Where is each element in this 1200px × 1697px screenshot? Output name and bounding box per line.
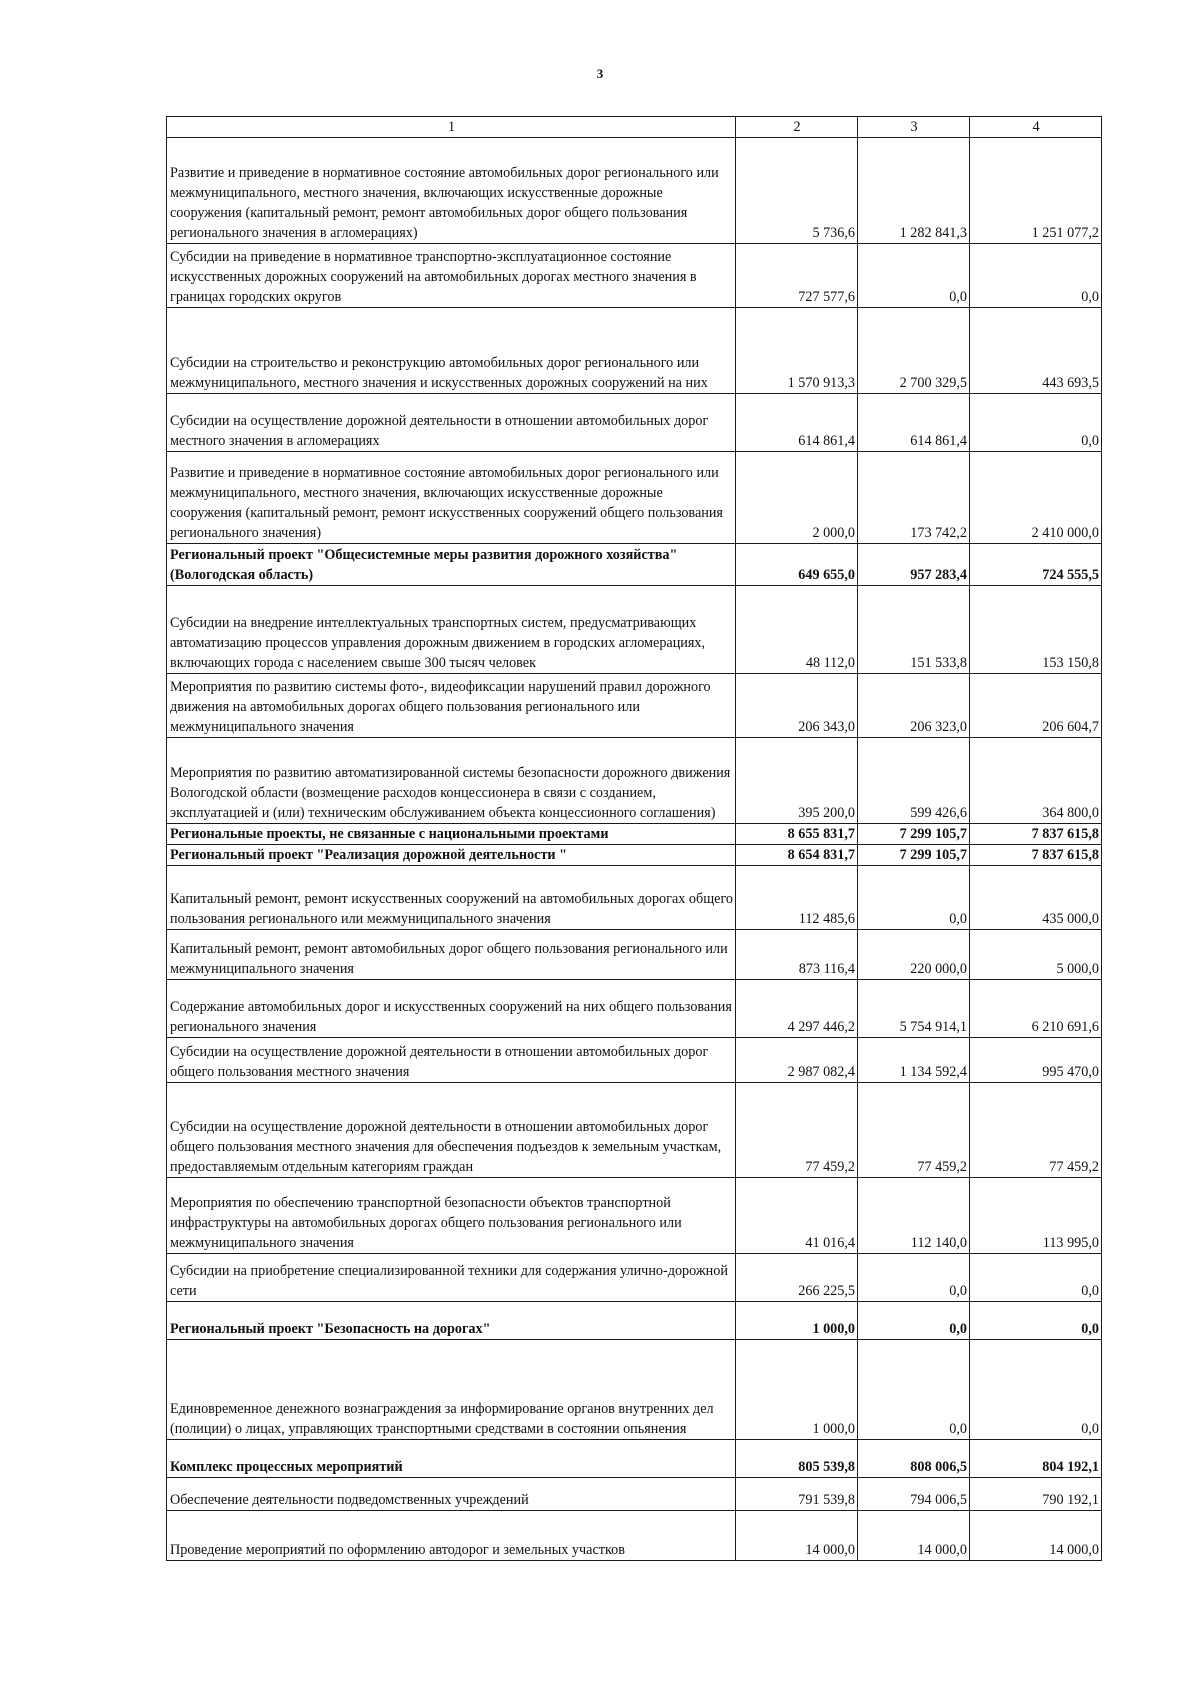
row-value-col-4: 2 410 000,0 [970,452,1102,544]
row-description: Региональный проект "Реализация дорожной деятельности " [167,845,736,866]
header-row [167,117,1102,138]
row-description: Обеспечение деятельности подведомственных учреждений [167,1478,736,1511]
table-row [167,845,1102,866]
row-value-col-4: 0,0 [970,394,1102,452]
row-value-col-2: 4 297 446,2 [736,980,858,1038]
table-row [167,674,1102,738]
row-value-col-4: 7 837 615,8 [970,824,1102,845]
table-row [167,980,1102,1038]
table-row [167,1440,1102,1478]
row-description: Субсидии на приобретение специализированной техники для содержания улично-дорожной сети [167,1254,736,1302]
row-value-col-3: 599 426,6 [858,738,970,824]
table-row [167,138,1102,244]
row-value-col-3: 112 140,0 [858,1178,970,1254]
row-value-col-4: 7 837 615,8 [970,845,1102,866]
table-row [167,1302,1102,1340]
row-value-col-2: 5 736,6 [736,138,858,244]
table-row [167,1478,1102,1511]
row-description: Содержание автомобильных дорог и искусственных сооружений на них общего пользования регионального значения [167,980,736,1038]
table-row [167,452,1102,544]
row-value-col-4: 364 800,0 [970,738,1102,824]
row-description: Субсидии на строительство и реконструкцию автомобильных дорог регионального или межмуниципального, местного значения и искусственных дорожных сооружений на них [167,308,736,394]
row-description: Капитальный ремонт, ремонт искусственных сооружений на автомобильных дорогах общего пользования регионального или межмуниципального значения [167,866,736,930]
row-value-col-4: 153 150,8 [970,586,1102,674]
row-description: Развитие и приведение в нормативное состояние автомобильных дорог регионального или межмуниципального, местного значения, включающих искусственные дорожные сооружения (капитальный ремонт, ремонт искусственных сооружений общего пользования регионального значения) [167,452,736,544]
header-col-4: 4 [970,117,1102,138]
row-value-col-4: 0,0 [970,244,1102,308]
row-value-col-3: 0,0 [858,244,970,308]
row-description: Единовременное денежного вознаграждения за информирование органов внутренних дел (полиции) о лицах, управляющих транспортными средствами в состоянии опьянения [167,1340,736,1440]
table-row [167,866,1102,930]
row-value-col-3: 794 006,5 [858,1478,970,1511]
row-value-col-3: 151 533,8 [858,586,970,674]
row-value-col-4: 14 000,0 [970,1511,1102,1561]
row-value-col-2: 873 116,4 [736,930,858,980]
row-value-col-4: 724 555,5 [970,544,1102,586]
table-row [167,930,1102,980]
row-description: Мероприятия по обеспечению транспортной безопасности объектов транспортной инфраструктуры на автомобильных дорогах общего пользования регионального или межмуниципального значения [167,1178,736,1254]
row-value-col-3: 1 134 592,4 [858,1038,970,1083]
row-value-col-2: 1 000,0 [736,1340,858,1440]
row-value-col-2: 48 112,0 [736,586,858,674]
page-number: 3 [596,66,604,81]
table-row [167,394,1102,452]
row-value-col-4: 77 459,2 [970,1083,1102,1178]
table-row [167,1178,1102,1254]
table-row [167,1511,1102,1561]
row-description: Субсидии на приведение в нормативное транспортно-эксплуатационное состояние искусственных дорожных сооружений на автомобильных дорогах местного значения в границах городских округов [167,244,736,308]
row-value-col-2: 395 200,0 [736,738,858,824]
row-description: Капитальный ремонт, ремонт автомобильных дорог общего пользования регионального или межмуниципального значения [167,930,736,980]
table-row [167,1083,1102,1178]
header-col-3: 3 [858,117,970,138]
row-value-col-4: 113 995,0 [970,1178,1102,1254]
table-row [167,1254,1102,1302]
row-value-col-2: 206 343,0 [736,674,858,738]
row-value-col-2: 41 016,4 [736,1178,858,1254]
table-row [167,1038,1102,1083]
row-value-col-2: 266 225,5 [736,1254,858,1302]
row-value-col-2: 77 459,2 [736,1083,858,1178]
row-value-col-4: 804 192,1 [970,1440,1102,1478]
table-body [167,138,1102,1561]
row-description: Субсидии на осуществление дорожной деятельности в отношении автомобильных дорог общего пользования местного значения для обеспечения подъездов к земельным участкам, предоставляемым отдельным категориям граждан [167,1083,736,1178]
row-description: Региональные проекты, не связанные с национальными проектами [167,824,736,845]
row-description: Мероприятия по развитию автоматизированной системы безопасности дорожного движения Вологодской области (возмещение расходов концессионера в связи с созданием, эксплуатацией и (или) техническим обслуживанием объекта концессионного соглашения) [167,738,736,824]
row-value-col-2: 8 654 831,7 [736,845,858,866]
row-value-col-2: 1 570 913,3 [736,308,858,394]
row-value-col-4: 0,0 [970,1302,1102,1340]
row-value-col-3: 220 000,0 [858,930,970,980]
row-value-col-2: 2 000,0 [736,452,858,544]
row-value-col-3: 5 754 914,1 [858,980,970,1038]
row-description: Субсидии на внедрение интеллектуальных транспортных систем, предусматривающих автоматизацию процессов управления дорожным движением в городских агломерациях, включающих города с населением свыше 300 тысяч человек [167,586,736,674]
row-description: Субсидии на осуществление дорожной деятельности в отношении автомобильных дорог местного значения в агломерациях [167,394,736,452]
row-value-col-4: 995 470,0 [970,1038,1102,1083]
table-row [167,586,1102,674]
row-value-col-3: 206 323,0 [858,674,970,738]
row-value-col-4: 0,0 [970,1340,1102,1440]
budget-table [166,116,1102,1561]
row-description: Комплекс процессных мероприятий [167,1440,736,1478]
table-header [167,117,1102,138]
row-value-col-4: 5 000,0 [970,930,1102,980]
row-value-col-3: 2 700 329,5 [858,308,970,394]
row-value-col-2: 614 861,4 [736,394,858,452]
row-value-col-3: 7 299 105,7 [858,845,970,866]
row-value-col-4: 1 251 077,2 [970,138,1102,244]
table-row [167,824,1102,845]
row-value-col-2: 727 577,6 [736,244,858,308]
table-row [167,308,1102,394]
row-value-col-4: 790 192,1 [970,1478,1102,1511]
row-value-col-4: 443 693,5 [970,308,1102,394]
row-value-col-3: 808 006,5 [858,1440,970,1478]
row-value-col-3: 77 459,2 [858,1083,970,1178]
table-row [167,738,1102,824]
row-value-col-3: 173 742,2 [858,452,970,544]
row-value-col-2: 2 987 082,4 [736,1038,858,1083]
row-value-col-3: 957 283,4 [858,544,970,586]
row-value-col-2: 14 000,0 [736,1511,858,1561]
row-description: Субсидии на осуществление дорожной деятельности в отношении автомобильных дорог общего пользования местного значения [167,1038,736,1083]
row-value-col-2: 649 655,0 [736,544,858,586]
row-description: Региональный проект "Общесистемные меры развития дорожного хозяйства" (Вологодская область) [167,544,736,586]
row-value-col-3: 614 861,4 [858,394,970,452]
row-value-col-2: 1 000,0 [736,1302,858,1340]
row-value-col-3: 14 000,0 [858,1511,970,1561]
row-value-col-4: 435 000,0 [970,866,1102,930]
table-row [167,1340,1102,1440]
row-value-col-2: 112 485,6 [736,866,858,930]
row-value-col-4: 206 604,7 [970,674,1102,738]
row-description: Мероприятия по развитию системы фото-, видеофиксации нарушений правил дорожного движения на автомобильных дорогах общего пользования регионального или межмуниципального значения [167,674,736,738]
row-description: Развитие и приведение в нормативное состояние автомобильных дорог регионального или межмуниципального, местного значения, включающих искусственные дорожные сооружения (капитальный ремонт, ремонт автомобильных дорог общего пользования регионального значения в агломерациях) [167,138,736,244]
row-value-col-3: 0,0 [858,1302,970,1340]
row-value-col-3: 0,0 [858,866,970,930]
row-value-col-4: 6 210 691,6 [970,980,1102,1038]
row-value-col-3: 1 282 841,3 [858,138,970,244]
row-value-col-4: 0,0 [970,1254,1102,1302]
row-value-col-3: 7 299 105,7 [858,824,970,845]
row-value-col-2: 8 655 831,7 [736,824,858,845]
table-row [167,544,1102,586]
header-col-2: 2 [736,117,858,138]
row-value-col-3: 0,0 [858,1340,970,1440]
table-row [167,244,1102,308]
row-description: Проведение мероприятий по оформлению автодорог и земельных участков [167,1511,736,1561]
row-value-col-2: 805 539,8 [736,1440,858,1478]
header-col-1: 1 [167,117,736,138]
row-description: Региональный проект "Безопасность на дорогах" [167,1302,736,1340]
row-value-col-2: 791 539,8 [736,1478,858,1511]
row-value-col-3: 0,0 [858,1254,970,1302]
